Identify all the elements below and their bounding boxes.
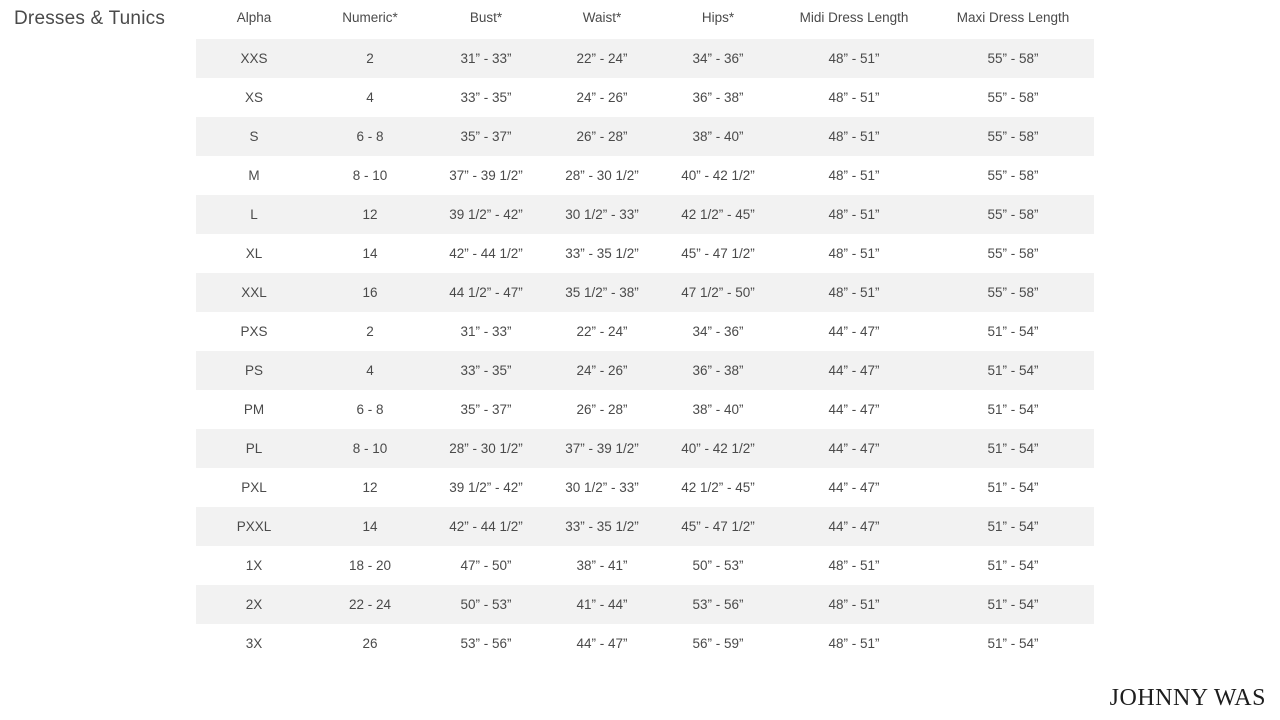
table-row bbox=[196, 546, 1094, 585]
measurement-cell: 51” - 54” bbox=[987, 402, 1039, 417]
measurement-cell: 33” - 35 1/2” bbox=[565, 519, 639, 534]
table-row bbox=[196, 117, 1094, 156]
measurement-cell: 12 bbox=[362, 207, 378, 222]
measurement-cell: 36” - 38” bbox=[692, 90, 744, 105]
measurement-cell: 44” - 47” bbox=[828, 324, 880, 339]
measurement-cell: 53” - 56” bbox=[460, 636, 512, 651]
measurement-cell: 6 - 8 bbox=[356, 129, 384, 144]
measurement-cell: 55” - 58” bbox=[987, 246, 1039, 261]
size-alpha-cell: L bbox=[250, 207, 258, 222]
column-header: Waist* bbox=[582, 10, 622, 25]
measurement-cell: 44 1/2” - 47” bbox=[449, 285, 523, 300]
measurement-cell: 26” - 28” bbox=[576, 402, 628, 417]
measurement-cell: 51” - 54” bbox=[987, 441, 1039, 456]
size-alpha-cell: XL bbox=[245, 246, 263, 261]
column-header: Midi Dress Length bbox=[799, 10, 909, 25]
measurement-cell: 39 1/2” - 42” bbox=[449, 480, 523, 495]
measurement-cell: 22” - 24” bbox=[576, 324, 628, 339]
table-row bbox=[196, 624, 1094, 663]
measurement-cell: 34” - 36” bbox=[692, 324, 744, 339]
measurement-cell: 48” - 51” bbox=[828, 51, 880, 66]
measurement-cell: 33” - 35 1/2” bbox=[565, 246, 639, 261]
column-header: Maxi Dress Length bbox=[956, 10, 1070, 25]
table-row bbox=[196, 234, 1094, 273]
measurement-cell: 48” - 51” bbox=[828, 597, 880, 612]
measurement-cell: 44” - 47” bbox=[828, 480, 880, 495]
measurement-cell: 2 bbox=[366, 324, 374, 339]
size-alpha-cell: PS bbox=[244, 363, 263, 378]
size-alpha-cell: 2X bbox=[245, 597, 263, 612]
measurement-cell: 35” - 37” bbox=[460, 129, 512, 144]
measurement-cell: 44” - 47” bbox=[828, 519, 880, 534]
size-alpha-cell: PXL bbox=[241, 480, 267, 495]
measurement-cell: 33” - 35” bbox=[460, 363, 512, 378]
measurement-cell: 8 - 10 bbox=[352, 441, 388, 456]
size-alpha-cell: PM bbox=[243, 402, 265, 417]
measurement-cell: 42” - 44 1/2” bbox=[449, 246, 523, 261]
measurement-cell: 37” - 39 1/2” bbox=[449, 168, 523, 183]
measurement-cell: 4 bbox=[366, 90, 374, 105]
measurement-cell: 33” - 35” bbox=[460, 90, 512, 105]
measurement-cell: 2 bbox=[366, 51, 374, 66]
measurement-cell: 44” - 47” bbox=[576, 636, 628, 651]
measurement-cell: 4 bbox=[366, 363, 374, 378]
measurement-cell: 51” - 54” bbox=[987, 519, 1039, 534]
measurement-cell: 40” - 42 1/2” bbox=[681, 441, 755, 456]
size-alpha-cell: XXS bbox=[240, 51, 268, 66]
table-row bbox=[196, 468, 1094, 507]
table-row bbox=[196, 390, 1094, 429]
table-body bbox=[196, 39, 1094, 663]
measurement-cell: 51” - 54” bbox=[987, 363, 1039, 378]
table-row bbox=[196, 312, 1094, 351]
size-alpha-cell: M bbox=[248, 168, 260, 183]
table-row bbox=[196, 429, 1094, 468]
measurement-cell: 38” - 41” bbox=[576, 558, 628, 573]
measurement-cell: 51” - 54” bbox=[987, 558, 1039, 573]
measurement-cell: 44” - 47” bbox=[828, 402, 880, 417]
column-header: Numeric* bbox=[342, 10, 398, 25]
size-alpha-cell: S bbox=[249, 129, 259, 144]
measurement-cell: 18 - 20 bbox=[348, 558, 392, 573]
measurement-cell: 22” - 24” bbox=[576, 51, 628, 66]
measurement-cell: 28” - 30 1/2” bbox=[449, 441, 523, 456]
measurement-cell: 6 - 8 bbox=[356, 402, 384, 417]
measurement-cell: 30 1/2” - 33” bbox=[565, 207, 639, 222]
measurement-cell: 42” - 44 1/2” bbox=[449, 519, 523, 534]
measurement-cell: 35” - 37” bbox=[460, 402, 512, 417]
measurement-cell: 37” - 39 1/2” bbox=[565, 441, 639, 456]
measurement-cell: 24” - 26” bbox=[576, 90, 628, 105]
table-row bbox=[196, 195, 1094, 234]
measurement-cell: 26 bbox=[362, 636, 378, 651]
measurement-cell: 14 bbox=[362, 519, 378, 534]
measurement-cell: 51” - 54” bbox=[987, 597, 1039, 612]
table-row bbox=[196, 156, 1094, 195]
measurement-cell: 51” - 54” bbox=[987, 480, 1039, 495]
table-header bbox=[196, 0, 1094, 39]
measurement-cell: 16 bbox=[362, 285, 378, 300]
table-row bbox=[196, 507, 1094, 546]
measurement-cell: 56” - 59” bbox=[692, 636, 744, 651]
measurement-cell: 48” - 51” bbox=[828, 129, 880, 144]
size-alpha-cell: XXL bbox=[241, 285, 267, 300]
measurement-cell: 55” - 58” bbox=[987, 51, 1039, 66]
column-header: Hips* bbox=[701, 10, 735, 25]
measurement-cell: 41” - 44” bbox=[576, 597, 628, 612]
measurement-cell: 28” - 30 1/2” bbox=[565, 168, 639, 183]
measurement-cell: 42 1/2” - 45” bbox=[681, 207, 755, 222]
measurement-cell: 50” - 53” bbox=[692, 558, 744, 573]
column-header: Bust* bbox=[469, 10, 503, 25]
measurement-cell: 48” - 51” bbox=[828, 168, 880, 183]
column-header: Alpha bbox=[236, 10, 272, 25]
measurement-cell: 55” - 58” bbox=[987, 207, 1039, 222]
size-alpha-cell: PL bbox=[245, 441, 263, 456]
measurement-cell: 38” - 40” bbox=[692, 129, 744, 144]
measurement-cell: 26” - 28” bbox=[576, 129, 628, 144]
measurement-cell: 38” - 40” bbox=[692, 402, 744, 417]
size-alpha-cell: 3X bbox=[245, 636, 263, 651]
measurement-cell: 22 - 24 bbox=[348, 597, 392, 612]
size-alpha-cell: 1X bbox=[245, 558, 263, 573]
measurement-cell: 36” - 38” bbox=[692, 363, 744, 378]
measurement-cell: 39 1/2” - 42” bbox=[449, 207, 523, 222]
measurement-cell: 53” - 56” bbox=[692, 597, 744, 612]
measurement-cell: 48” - 51” bbox=[828, 636, 880, 651]
measurement-cell: 48” - 51” bbox=[828, 207, 880, 222]
measurement-cell: 48” - 51” bbox=[828, 285, 880, 300]
measurement-cell: 31” - 33” bbox=[460, 51, 512, 66]
size-alpha-cell: PXXL bbox=[236, 519, 272, 534]
measurement-cell: 51” - 54” bbox=[987, 324, 1039, 339]
measurement-cell: 14 bbox=[362, 246, 378, 261]
measurement-cell: 55” - 58” bbox=[987, 129, 1039, 144]
measurement-cell: 45” - 47 1/2” bbox=[681, 519, 755, 534]
measurement-cell: 48” - 51” bbox=[828, 246, 880, 261]
measurement-cell: 44” - 47” bbox=[828, 363, 880, 378]
measurement-cell: 30 1/2” - 33” bbox=[565, 480, 639, 495]
measurement-cell: 8 - 10 bbox=[352, 168, 388, 183]
measurement-cell: 24” - 26” bbox=[576, 363, 628, 378]
table-row bbox=[196, 273, 1094, 312]
size-alpha-cell: PXS bbox=[240, 324, 268, 339]
measurement-cell: 55” - 58” bbox=[987, 90, 1039, 105]
page-title: Dresses & Tunics bbox=[14, 8, 166, 29]
measurement-cell: 35 1/2” - 38” bbox=[565, 285, 639, 300]
measurement-cell: 12 bbox=[362, 480, 378, 495]
measurement-cell: 44” - 47” bbox=[828, 441, 880, 456]
measurement-cell: 45” - 47 1/2” bbox=[681, 246, 755, 261]
measurement-cell: 50” - 53” bbox=[460, 597, 512, 612]
size-alpha-cell: XS bbox=[244, 90, 263, 105]
measurement-cell: 31” - 33” bbox=[460, 324, 512, 339]
measurement-cell: 55” - 58” bbox=[987, 285, 1039, 300]
measurement-cell: 55” - 58” bbox=[987, 168, 1039, 183]
measurement-cell: 47” - 50” bbox=[460, 558, 512, 573]
table-row bbox=[196, 39, 1094, 78]
measurement-cell: 48” - 51” bbox=[828, 558, 880, 573]
size-chart-table bbox=[196, 0, 1094, 663]
measurement-cell: 48” - 51” bbox=[828, 90, 880, 105]
measurement-cell: 51” - 54” bbox=[987, 636, 1039, 651]
table-row bbox=[196, 351, 1094, 390]
brand-logo: JOHNNY WAS bbox=[1109, 685, 1266, 711]
table-row bbox=[196, 585, 1094, 624]
measurement-cell: 47 1/2” - 50” bbox=[681, 285, 755, 300]
measurement-cell: 40” - 42 1/2” bbox=[681, 168, 755, 183]
table-header-row bbox=[196, 0, 1094, 39]
measurement-cell: 34” - 36” bbox=[692, 51, 744, 66]
measurement-cell: 42 1/2” - 45” bbox=[681, 480, 755, 495]
table-row bbox=[196, 78, 1094, 117]
